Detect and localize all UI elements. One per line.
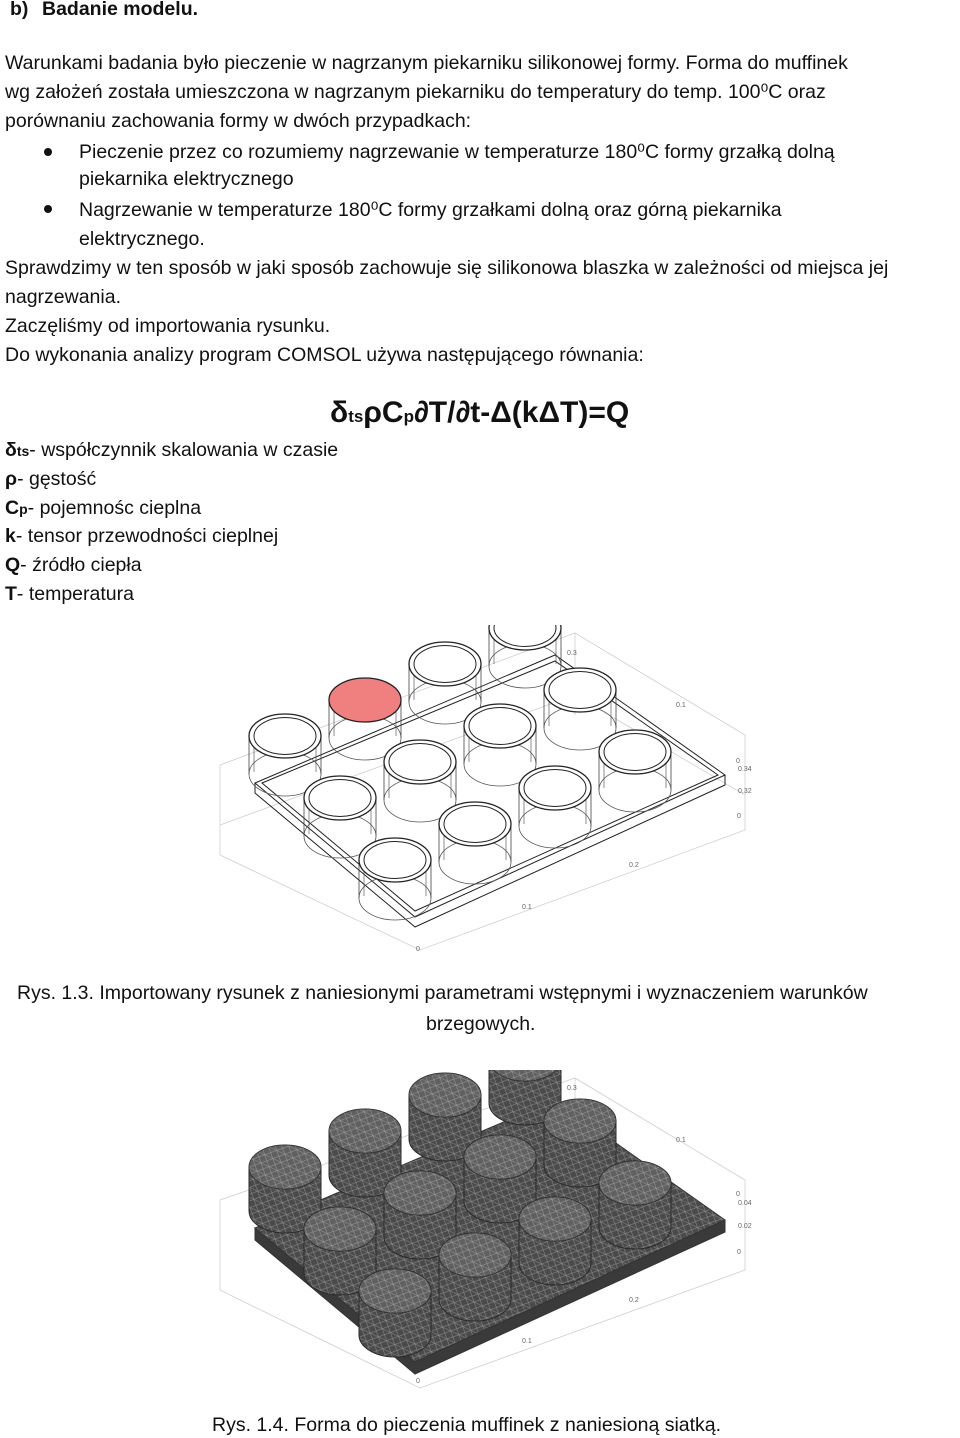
axis-label: 0.32	[738, 788, 752, 795]
def-text: - współczynnik skalowania w czasie	[29, 439, 339, 461]
def-text: - tensor przewodności cieplnej	[15, 525, 279, 547]
paragraph2-line2: nagrzewania.	[5, 286, 121, 308]
cup-outline	[409, 642, 481, 724]
bullet2-line2: elektrycznego.	[79, 228, 205, 250]
eq-rest: ∂T/∂t-Δ(kΔT)=Q	[413, 396, 630, 429]
def-subscript: ts	[16, 443, 30, 459]
cup-outline	[599, 730, 671, 812]
definition-item	[5, 523, 278, 549]
axis-label: 0	[736, 758, 740, 765]
boundary-condition-highlight	[330, 679, 400, 721]
cup-outline	[544, 668, 616, 750]
cups-group	[249, 625, 671, 920]
mesh-cup	[599, 1161, 671, 1249]
mesh-cup	[439, 1233, 511, 1321]
axis-label: 0.1	[522, 904, 532, 911]
section-marker: b)	[10, 0, 29, 20]
mesh-cup	[519, 1197, 591, 1285]
mesh-cup	[359, 1269, 431, 1357]
figure2-caption: Rys. 1.4. Forma do pieczenia muffinek z naniesioną siatką.	[212, 1414, 722, 1436]
bullet2-line1: Nagrzewanie w temperaturze 180⁰C formy grzałkami dolną oraz górną piekarnika	[79, 199, 782, 221]
def-text: - pojemnośc cieplna	[27, 497, 202, 519]
paragraph2-line4: Do wykonania analizy program COMSOL używa następującego równania:	[5, 344, 644, 366]
definition-item	[5, 581, 134, 607]
eq-delta: δ	[330, 396, 349, 429]
axis-label: 0.1	[522, 1338, 532, 1345]
cup-outline	[439, 802, 511, 884]
bullet1-line2: piekarnika elektrycznego	[79, 168, 294, 190]
eq-ts-subscript: ts	[348, 407, 364, 426]
def-symbol: k	[5, 525, 16, 547]
axis-label: 0.02	[738, 1223, 752, 1230]
cup-outline	[249, 714, 321, 796]
def-symbol: ρ	[5, 468, 18, 490]
bullet-icon	[44, 148, 52, 156]
figure2-meshed-mold	[200, 1070, 760, 1395]
paragraph1-line3: porównaniu zachowania formy w dwóch przypadkach:	[5, 110, 472, 132]
heat-equation	[330, 396, 629, 430]
axis-label: 0.3	[567, 1085, 577, 1092]
cup-outline	[384, 740, 456, 822]
axis-label: 0.1	[676, 702, 686, 709]
bullet-icon	[44, 205, 52, 213]
def-text: - źródło ciepła	[20, 554, 142, 576]
paragraph2-line3: Zaczęliśmy od importowania rysunku.	[5, 315, 331, 337]
axis-label: 0.04	[738, 1200, 752, 1207]
bullet1-line1: Pieczenie przez co rozumiemy nagrzewanie w temperaturze 180⁰C formy grzałką dolną	[79, 141, 835, 163]
eq-rho-c: ρC	[363, 396, 404, 429]
axis-label: 0.34	[738, 766, 752, 773]
def-symbol: δ	[5, 439, 17, 461]
cup-outline	[464, 704, 536, 786]
figure1-caption-line2: brzegowych.	[426, 1013, 536, 1035]
definition-item	[5, 495, 201, 522]
figure1-wireframe-mold	[200, 625, 760, 960]
axis-label: 0.2	[629, 862, 639, 869]
axis-label: 0	[416, 946, 420, 953]
definition-item	[5, 552, 142, 578]
paragraph2-line1: Sprawdzimy w ten sposób w jaki sposób zachowuje się silikonowa blaszka w zależności od miejsca jej	[5, 257, 889, 279]
axis-label: 0	[737, 813, 741, 820]
paragraph1-line2: wg założeń została umieszczona w nagrzanym piekarniku do temperatury do temp. 100⁰C oraz	[5, 81, 826, 103]
def-symbol: Q	[5, 554, 21, 576]
axis-label: 0	[736, 1191, 740, 1198]
axis-label: 0	[416, 1378, 420, 1385]
definition-item	[5, 437, 338, 464]
axes-box	[220, 633, 745, 950]
definition-item	[5, 466, 96, 492]
axis-label: 0.2	[629, 1297, 639, 1304]
axis-label: 0	[737, 1249, 741, 1256]
section-title: Badanie modelu.	[42, 0, 199, 20]
def-symbol: T	[5, 583, 17, 605]
eq-p-subscript: p	[403, 407, 414, 426]
def-subscript: p	[19, 501, 28, 517]
cup-outline	[304, 776, 376, 858]
cup-outline	[329, 678, 401, 760]
def-text: - gęstość	[17, 468, 97, 490]
axis-label: 0.3	[567, 650, 577, 657]
axis-label: 0.1	[676, 1137, 686, 1144]
def-text: - temperatura	[16, 583, 134, 605]
def-symbol: C	[5, 497, 20, 519]
figure1-caption-line1: Rys. 1.3. Importowany rysunek z naniesionymi parametrami wstępnymi i wyznaczeniem warunków	[17, 982, 868, 1004]
paragraph1-line1: Warunkami badania było pieczenie w nagrzanym piekarniku silikonowej formy. Forma do muffinek	[5, 52, 848, 74]
cup-outline	[519, 766, 591, 848]
